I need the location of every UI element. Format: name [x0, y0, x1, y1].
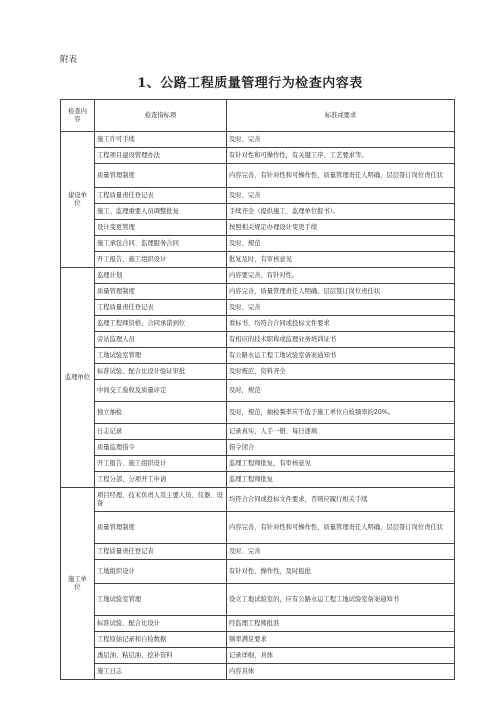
table-row [61, 402, 455, 424]
standard-cell: 监理工程师批复 [227, 472, 455, 488]
table-row [61, 424, 455, 440]
standard-cell: 有公路水运工程工地试验室备案通知书 [227, 348, 455, 364]
table-row [61, 348, 455, 364]
item-cell: 监理计划 [95, 268, 227, 284]
standard-cell: 批复及时、有审核意见 [227, 252, 455, 268]
header-standard: 标准或要求 [227, 100, 455, 132]
standard-cell: 内容完善，有针对性和可操作性，质量管理责任人明确，层层签订岗位责任状 [227, 512, 455, 544]
table-row [61, 332, 455, 348]
table-row [61, 472, 455, 488]
standard-cell: 记录详细、具体 [227, 648, 455, 664]
standard-cell: 及时、完善 [227, 544, 455, 560]
item-cell: 监理工程师资格、合同承诺到位 [95, 316, 227, 332]
standard-cell: 及时、完善 [227, 300, 455, 316]
standard-cell: 手续齐全（提供施工、监理单位报书）。 [227, 204, 455, 220]
table-row [61, 188, 455, 204]
table-row [61, 456, 455, 472]
item-cell: 项目经理、技术负责人及主要人员、仪器、设备 [95, 488, 227, 512]
standard-cell: 及时，规范，抽检频率应不低于施工单位自检频率的20%。 [227, 402, 455, 424]
header-item: 检查指标项 [95, 100, 227, 132]
item-cell: 工程质量责任登记表 [95, 300, 227, 316]
standard-cell: 监理工程师批复，有审核意见 [227, 456, 455, 472]
table-row [61, 252, 455, 268]
standard-cell: 内容具体 [227, 664, 455, 680]
item-cell: 标准试验、配合比设计验证审批 [95, 364, 227, 380]
table-row [61, 440, 455, 456]
table-row [61, 512, 455, 544]
table-row [61, 364, 455, 380]
item-cell: 中间交工验收及质量评定 [95, 380, 227, 402]
item-cell: 工地组织设计 [95, 560, 227, 584]
table-row [61, 300, 455, 316]
item-cell: 工地试验室管理 [95, 584, 227, 616]
item-cell: 施工许可手续 [95, 132, 227, 148]
table-row [61, 268, 455, 284]
item-cell: 独立抽检 [95, 402, 227, 424]
unit-cell: 建设单位 [61, 132, 95, 268]
table-row [61, 220, 455, 236]
table-row [61, 236, 455, 252]
inspection-table [60, 99, 455, 680]
header-row [61, 100, 455, 132]
unit-cell: 施工单位 [61, 488, 95, 680]
table-row [61, 560, 455, 584]
standard-cell: 设立工地试验室的，应有公路水运工程工地试验室备案通知书 [227, 584, 455, 616]
item-cell: 施工承包合同、监理服务合同 [95, 236, 227, 252]
standard-cell: 及时、规范 [227, 236, 455, 252]
standard-cell: 均符合合同或投标文件要求，否则应履行相关手续 [227, 488, 455, 512]
table-row [61, 132, 455, 148]
table-row [61, 204, 455, 220]
item-cell: 透层油、粘层油、挖补资料 [95, 648, 227, 664]
item-cell: 开工报告、施工组织设计 [95, 252, 227, 268]
standard-cell: 及时规范、资料齐全 [227, 364, 455, 380]
table-row [61, 584, 455, 616]
table-row [61, 164, 455, 188]
item-cell: 施工日志 [95, 664, 227, 680]
standard-cell: 内容要完善、有针对性。 [227, 268, 455, 284]
standard-cell: 频率满足要求 [227, 632, 455, 648]
item-cell: 设计变更管理 [95, 220, 227, 236]
item-cell: 工程质量责任登记表 [95, 544, 227, 560]
table-row [61, 664, 455, 680]
appendix-label: 附表 [60, 55, 78, 65]
table-row [61, 632, 455, 648]
standard-cell: 有针对性和可操作性，有关键工序、工艺要求等。 [227, 148, 455, 164]
item-cell: 质量管理制度 [95, 512, 227, 544]
standard-cell: 有针对性、操作性，及时报批 [227, 560, 455, 584]
item-cell: 质量管理制度 [95, 284, 227, 300]
item-cell: 日志记录 [95, 424, 227, 440]
standard-cell: 看标书、均符合合同或投标文件要求 [227, 316, 455, 332]
item-cell: 质量管理制度 [95, 164, 227, 188]
standard-cell: 指令闭合 [227, 440, 455, 456]
table-row [61, 316, 455, 332]
table-row [61, 284, 455, 300]
header-object: 检查内容 [61, 100, 95, 132]
standard-cell: 内容完善，质量管理责任人明确，层层签订岗位责任状 [227, 284, 455, 300]
table-row [61, 148, 455, 164]
item-cell: 标准试验、配合比设计 [95, 616, 227, 632]
unit-cell: 监理单位 [61, 268, 95, 488]
item-cell: 旁站监理人员 [95, 332, 227, 348]
item-cell: 工程质量责任登记表 [95, 188, 227, 204]
document-title: 1、公路工程质量管理行为检查内容表 [137, 76, 363, 91]
table-row [61, 544, 455, 560]
standard-cell: 及时、完善 [227, 188, 455, 204]
item-cell: 施工、监理重要人员调整批复 [95, 204, 227, 220]
standard-cell: 及时，规范 [227, 380, 455, 402]
standard-cell: 按照相关规定办理设计变更手续 [227, 220, 455, 236]
table-row [61, 648, 455, 664]
table-row [61, 616, 455, 632]
standard-cell: 记录真实、人手一册、每日逐填 [227, 424, 455, 440]
item-cell: 质量监理指令 [95, 440, 227, 456]
standard-cell: 内容完善，有针对性和可操作性，质量管理责任人明确，层层签订岗位责任状 [227, 164, 455, 188]
item-cell: 开工报告、施工组织设计 [95, 456, 227, 472]
standard-cell: 经监理工程师批准 [227, 616, 455, 632]
standard-cell: 有相应的技术职称或监理业务培训证书 [227, 332, 455, 348]
table-row [61, 488, 455, 512]
item-cell: 工地试验室管理 [95, 348, 227, 364]
standard-cell: 及时、完善 [227, 132, 455, 148]
item-cell: 工程原始记录和自检数据 [95, 632, 227, 648]
item-cell: 工程分部、分项开工申请 [95, 472, 227, 488]
table-row [61, 380, 455, 402]
item-cell: 工程项目建设管理办法 [95, 148, 227, 164]
